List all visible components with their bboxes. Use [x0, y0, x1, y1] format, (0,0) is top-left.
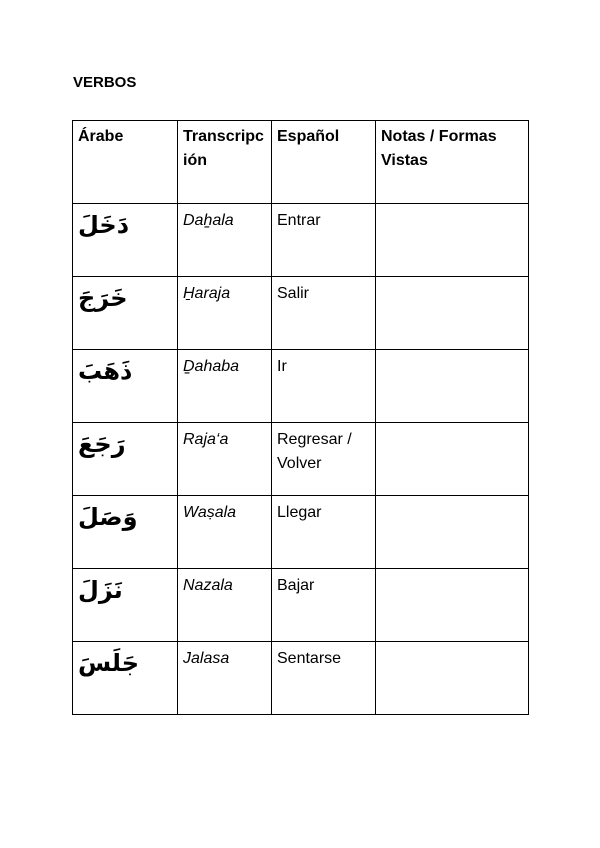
notes-cell[interactable]	[376, 423, 529, 496]
spanish-cell: Llegar	[272, 496, 376, 569]
transcription-cell	[178, 350, 272, 423]
transcription-cell	[178, 423, 272, 496]
document-title: VERBOS	[73, 74, 137, 91]
transcription-text: Jalasa	[183, 650, 230, 667]
arabic-cell	[73, 350, 178, 423]
spanish-cell: Entrar	[272, 204, 376, 277]
transcription-cell	[178, 642, 272, 715]
arabic-word: ذَهَبَ	[78, 357, 133, 385]
transcription-text: Waṣala	[183, 504, 237, 521]
transcription-text: D̠ahaba	[183, 358, 240, 375]
table-row	[73, 204, 529, 277]
arabic-word: نَزَلَ	[78, 576, 123, 604]
notes-cell[interactable]	[376, 204, 529, 277]
arabic-word: دَخَلَ	[78, 211, 130, 239]
notes-cell[interactable]	[376, 642, 529, 715]
arabic-word: جَلَسَ	[78, 649, 140, 677]
transcription-text: H̱araja	[183, 285, 231, 302]
notes-cell[interactable]	[376, 277, 529, 350]
arabic-cell	[73, 642, 178, 715]
verbs-table	[72, 120, 529, 715]
notes-cell[interactable]	[376, 350, 529, 423]
spanish-cell: Sentarse	[272, 642, 376, 715]
arabic-cell	[73, 204, 178, 277]
arabic-word: خَرَجَ	[78, 284, 128, 312]
transcription-text: Raja‘a	[183, 431, 229, 448]
notes-cell[interactable]	[376, 569, 529, 642]
notes-cell[interactable]	[376, 496, 529, 569]
spanish-cell: Regresar / Volver	[272, 423, 376, 496]
table-row	[73, 642, 529, 715]
table-row	[73, 277, 529, 350]
arabic-cell	[73, 423, 178, 496]
transcription-text: Nazala	[183, 577, 233, 594]
table-row	[73, 350, 529, 423]
header-arabic: Árabe	[73, 121, 178, 204]
header-spanish: Español	[272, 121, 376, 204]
arabic-cell	[73, 569, 178, 642]
table-row	[73, 423, 529, 496]
header-transcription: Transcripción	[178, 121, 272, 204]
spanish-cell: Ir	[272, 350, 376, 423]
table-header-row	[73, 121, 529, 204]
transcription-text: Daẖala	[183, 212, 234, 229]
transcription-cell	[178, 277, 272, 350]
table-row	[73, 569, 529, 642]
spanish-cell: Bajar	[272, 569, 376, 642]
transcription-cell	[178, 204, 272, 277]
arabic-cell	[73, 496, 178, 569]
spanish-cell: Salir	[272, 277, 376, 350]
header-notes: Notas / Formas Vistas	[376, 121, 529, 204]
table-row	[73, 496, 529, 569]
transcription-cell	[178, 569, 272, 642]
arabic-cell	[73, 277, 178, 350]
arabic-word: وَصَلَ	[78, 503, 138, 531]
transcription-cell	[178, 496, 272, 569]
arabic-word: رَجَعَ	[78, 430, 126, 458]
